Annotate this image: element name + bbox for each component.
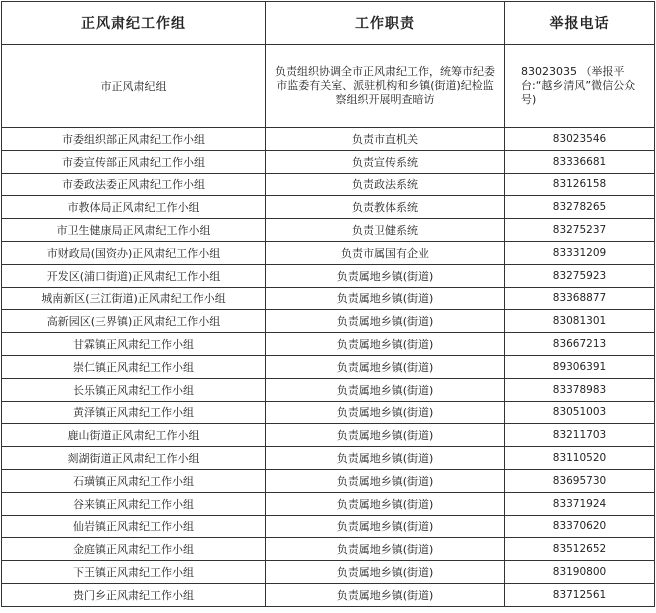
group-name: 谷来镇正风肃纪工作小组: [2, 492, 266, 515]
group-name: 剡湖街道正风肃纪工作小组: [2, 447, 266, 470]
phone-number: 83051003: [505, 401, 655, 424]
phone-number: 83368877: [505, 287, 655, 310]
phone-number: 83512652: [505, 538, 655, 561]
phone-number: 83278265: [505, 196, 655, 219]
phone-number: 83336681: [505, 150, 655, 173]
phone-number: 83190800: [505, 561, 655, 584]
group-name: 市委宣传部正风肃纪工作小组: [2, 150, 266, 173]
table-row: [2, 492, 655, 515]
duty-text: 负责属地乡镇(街道): [266, 355, 505, 378]
duty-text: 负责属地乡镇(街道): [266, 538, 505, 561]
duty-text: 负责属地乡镇(街道): [266, 287, 505, 310]
duty-text: 负责宣传系统: [266, 150, 505, 173]
table-row: [2, 469, 655, 492]
table-row-intro: [2, 45, 655, 128]
phone-number: 83211703: [505, 424, 655, 447]
phone-number: 83667213: [505, 333, 655, 356]
table-row: [2, 287, 655, 310]
duty-text: 负责组织协调全市正风肃纪工作，统筹市纪委市监委有关室、派驻机构和乡镇(街道)纪检监察组织开展明查暗访: [266, 45, 505, 128]
phone-number: 83023035 （举报平台:“越乡清风”微信公众号): [505, 45, 655, 128]
group-name: 金庭镇正风肃纪工作小组: [2, 538, 266, 561]
duty-text: 负责政法系统: [266, 173, 505, 196]
duty-text: 负责属地乡镇(街道): [266, 401, 505, 424]
table-row: [2, 378, 655, 401]
phone-number: 83023546: [505, 128, 655, 151]
duty-text: 负责属地乡镇(街道): [266, 515, 505, 538]
duty-text: 负责属地乡镇(街道): [266, 469, 505, 492]
phone-number: 83331209: [505, 241, 655, 264]
group-name: 市教体局正风肃纪工作小组: [2, 196, 266, 219]
group-name: 市委组织部正风肃纪工作小组: [2, 128, 266, 151]
table-row: [2, 150, 655, 173]
group-name: 高新园区(三界镇)正风肃纪工作小组: [2, 310, 266, 333]
table-row: [2, 515, 655, 538]
table-row: [2, 128, 655, 151]
group-name: 黄泽镇正风肃纪工作小组: [2, 401, 266, 424]
duty-text: 负责属地乡镇(街道): [266, 378, 505, 401]
phone-number: 83275237: [505, 219, 655, 242]
table-row: [2, 447, 655, 470]
phone-number: 89306391: [505, 355, 655, 378]
phone-number: 83370620: [505, 515, 655, 538]
group-name: 长乐镇正风肃纪工作小组: [2, 378, 266, 401]
header-group: 正风肃纪工作组: [2, 2, 266, 45]
group-name: 市卫生健康局正风肃纪工作小组: [2, 219, 266, 242]
table-row: [2, 583, 655, 606]
duty-text: 负责卫健系统: [266, 219, 505, 242]
table-row: [2, 196, 655, 219]
duty-text: 负责属地乡镇(街道): [266, 492, 505, 515]
table-row: [2, 310, 655, 333]
phone-number: 83695730: [505, 469, 655, 492]
group-name: 鹿山街道正风肃纪工作小组: [2, 424, 266, 447]
phone-number: 83378983: [505, 378, 655, 401]
table-row: [2, 241, 655, 264]
header-phone: 举报电话: [505, 2, 655, 45]
group-name: 甘霖镇正风肃纪工作小组: [2, 333, 266, 356]
duty-text: 负责属地乡镇(街道): [266, 333, 505, 356]
work-group-table: [1, 1, 655, 607]
duty-text: 负责属地乡镇(街道): [266, 264, 505, 287]
phone-number: 83712561: [505, 583, 655, 606]
header-duty: 工作职责: [266, 2, 505, 45]
table-row: [2, 173, 655, 196]
duty-text: 负责市直机关: [266, 128, 505, 151]
group-name: 石璜镇正风肃纪工作小组: [2, 469, 266, 492]
group-name: 城南新区(三江街道)正风肃纪工作小组: [2, 287, 266, 310]
table-row: [2, 401, 655, 424]
duty-text: 负责教体系统: [266, 196, 505, 219]
duty-text: 负责属地乡镇(街道): [266, 583, 505, 606]
table-row: [2, 561, 655, 584]
table-row: [2, 424, 655, 447]
phone-number: 83126158: [505, 173, 655, 196]
group-name: 市财政局(国资办)正风肃纪工作小组: [2, 241, 266, 264]
table-row: [2, 333, 655, 356]
table-row: [2, 219, 655, 242]
phone-number: 83081301: [505, 310, 655, 333]
group-name: 仙岩镇正风肃纪工作小组: [2, 515, 266, 538]
table-row: [2, 538, 655, 561]
duty-text: 负责属地乡镇(街道): [266, 561, 505, 584]
duty-text: 负责市属国有企业: [266, 241, 505, 264]
table-row: [2, 264, 655, 287]
header-row: [2, 2, 655, 45]
group-name: 市委政法委正风肃纪工作小组: [2, 173, 266, 196]
duty-text: 负责属地乡镇(街道): [266, 447, 505, 470]
group-name: 市正风肃纪组: [2, 45, 266, 128]
group-name: 贵门乡正风肃纪工作小组: [2, 583, 266, 606]
table-row: [2, 355, 655, 378]
group-name: 下王镇正风肃纪工作小组: [2, 561, 266, 584]
phone-number: 83371924: [505, 492, 655, 515]
phone-number: 83110520: [505, 447, 655, 470]
phone-number: 83275923: [505, 264, 655, 287]
duty-text: 负责属地乡镇(街道): [266, 310, 505, 333]
group-name: 崇仁镇正风肃纪工作小组: [2, 355, 266, 378]
duty-text: 负责属地乡镇(街道): [266, 424, 505, 447]
group-name: 开发区(浦口街道)正风肃纪工作小组: [2, 264, 266, 287]
